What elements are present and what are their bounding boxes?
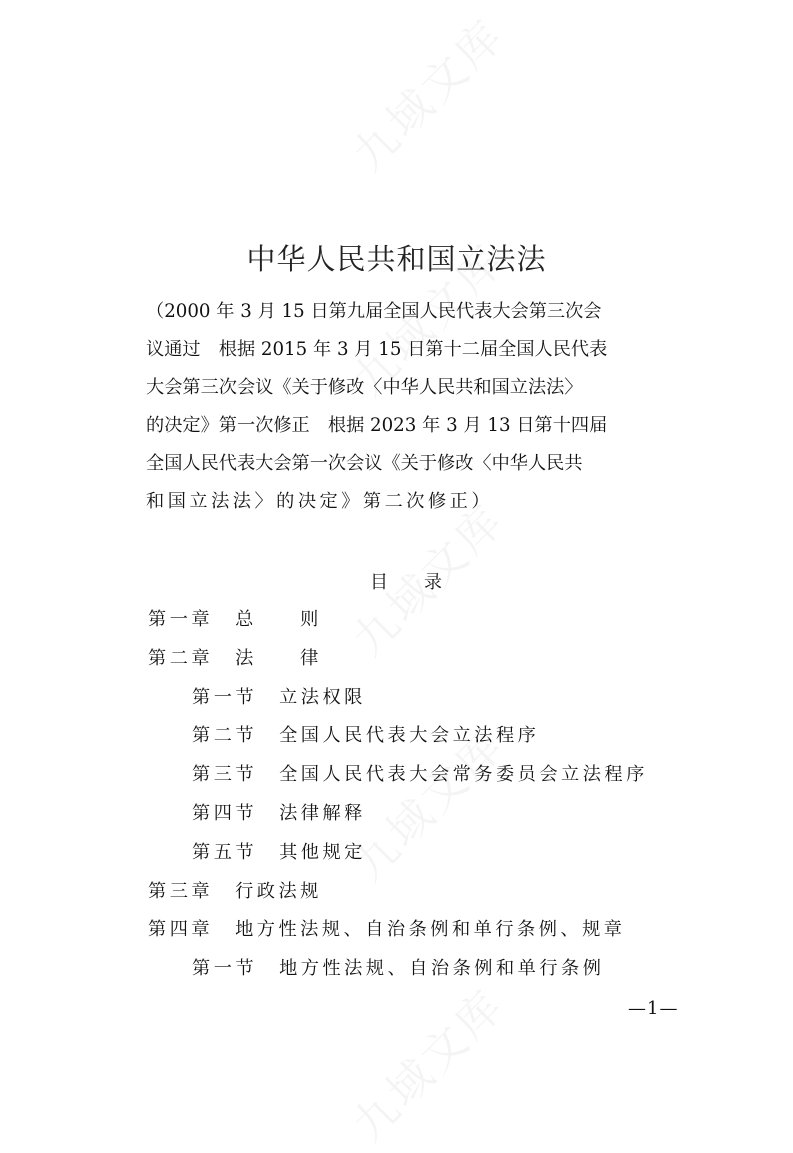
toc-item-number: 第一节 [192,686,258,708]
toc-item[interactable] [148,720,648,759]
toc-item-number: 第二章 [148,647,214,669]
toc-item-label: 地方性法规、自治条例和单行条例 [279,958,605,980]
toc-item[interactable] [148,798,648,837]
toc-item-number: 第五节 [192,841,258,863]
toc-item-number: 第一节 [192,958,258,980]
toc-item-number: 第四章 [148,919,214,941]
toc-item-number: 第三章 [148,880,214,902]
table-of-contents [148,604,648,992]
preamble-line: 全国人民代表大会第一次会议《关于修改〈中华人民共 [146,453,583,474]
toc-item-label: 地方性法规、自治条例和单行条例、规章 [235,919,626,941]
toc-item-number: 第二节 [192,725,258,747]
watermark [335,1,516,182]
watermark [335,971,516,1152]
toc-item-label: 行政法规 [235,880,322,902]
toc-item[interactable] [148,876,648,915]
toc-item-label: 立法权限 [279,686,366,708]
toc-item[interactable] [148,643,648,682]
toc-heading: 目 录 [370,572,442,593]
toc-item[interactable] [148,914,648,953]
toc-item[interactable] [148,759,648,798]
toc-item[interactable] [148,953,648,992]
preamble-line: （2000 年 3 月 15 日第九届全国人民代表大会第三次会 [146,301,602,322]
toc-item-number: 第三节 [192,764,258,786]
toc-item-number: 第四节 [192,802,258,824]
toc-item-label: 法律解释 [279,802,366,824]
page-number: —1— [628,998,679,1019]
toc-item-label: 法 律 [235,647,322,669]
preamble [146,296,656,524]
document-title: 中华人民共和国立法法 [246,242,547,277]
toc-item-label: 总 则 [235,609,322,630]
toc-item-label: 其他规定 [279,841,366,863]
toc-item[interactable] [148,604,648,643]
preamble-line: 议通过 根据 2015 年 3 月 15 日第十二届全国人民代表 [146,339,608,360]
preamble-line: 和国立法法〉的决定》第二次修正） [146,491,494,512]
toc-item-number: 第一章 [148,609,214,630]
preamble-line: 的决定》第一次修正 根据 2023 年 3 月 13 日第十四届 [146,415,608,436]
toc-item[interactable] [148,682,648,721]
preamble-line: 大会第三次会议《关于修改〈中华人民共和国立法法〉 [146,377,583,398]
toc-item-label: 全国人民代表大会立法程序 [279,725,540,747]
toc-item-label: 全国人民代表大会常务委员会立法程序 [279,764,648,786]
toc-item[interactable] [148,837,648,876]
